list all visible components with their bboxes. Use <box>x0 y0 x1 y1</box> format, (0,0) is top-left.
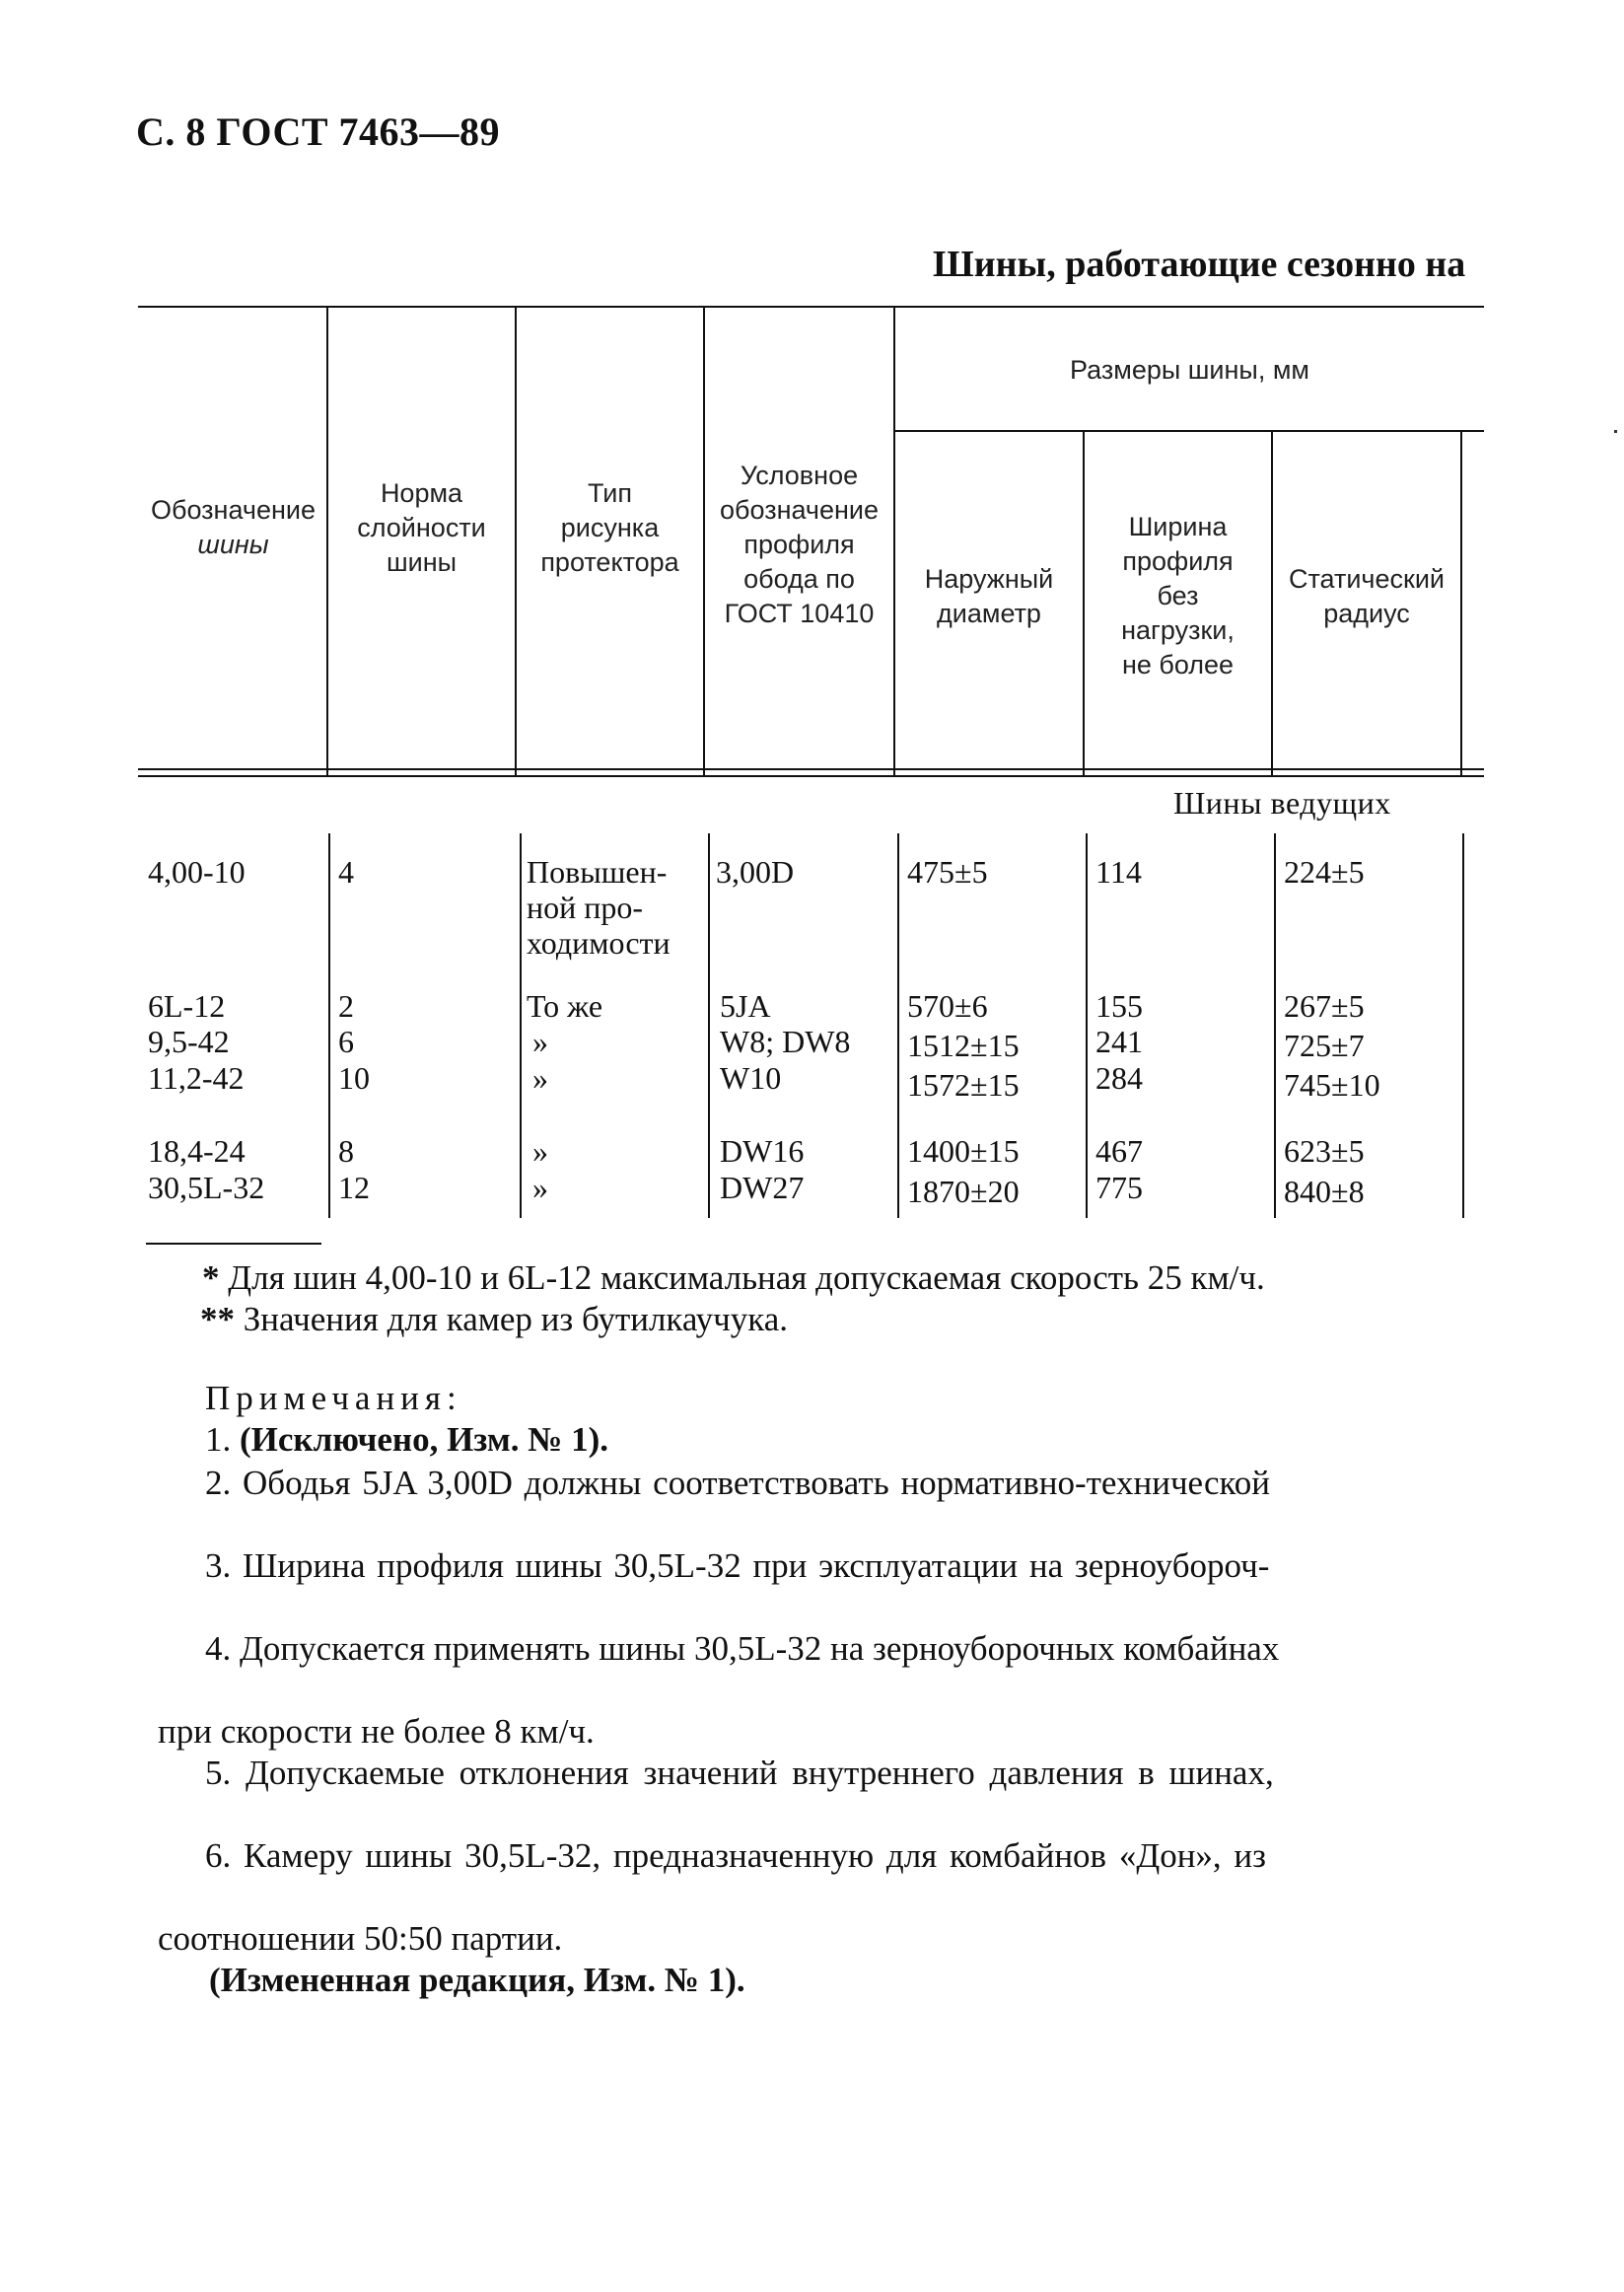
sizes-group-rule <box>893 430 1484 432</box>
cell-designation: 11,2-42 <box>148 1060 245 1096</box>
col-header-ply-rating <box>328 476 515 580</box>
body-divider <box>328 833 330 1218</box>
note-number: 1. <box>205 1420 232 1459</box>
note-text: (Исключено, Изм. № 1). <box>240 1420 609 1459</box>
header-bottom-rule-2 <box>138 775 1484 777</box>
col-header-static-radius <box>1273 562 1460 631</box>
cell-diameter: 1512±15 <box>907 1028 1020 1063</box>
footnote-rule <box>146 1243 321 1245</box>
cell-radius: 224±5 <box>1284 854 1365 890</box>
header-line: нагрузки, <box>1121 615 1235 645</box>
col-group-header-sizes: Размеры шины, мм <box>1070 355 1309 385</box>
body-divider <box>1274 833 1276 1218</box>
cell-rim: DW16 <box>720 1133 805 1169</box>
footnote-text: Для шин 4,00-10 и 6L-12 максимальная допускаемая скорость 25 км/ч. <box>228 1258 1265 1297</box>
header-divider <box>1460 430 1462 776</box>
cell-tread: » <box>532 1060 548 1096</box>
cell-rim: W10 <box>720 1060 782 1096</box>
cell-diameter: 1572±15 <box>907 1067 1020 1103</box>
note-2: 2. Ободья 5JA 3,00D должны соответствовать нормативно-технической <box>205 1464 1270 1502</box>
header-line: Условное <box>740 461 859 490</box>
header-line: ГОСТ 10410 <box>724 599 875 628</box>
cell-ply: 2 <box>338 988 354 1024</box>
footnote-1 <box>202 1258 1265 1298</box>
cell-rim: 5JA <box>720 988 771 1024</box>
section-label: Шины ведущих <box>1173 785 1391 821</box>
cell-tread: » <box>532 1170 548 1205</box>
header-line: обозначение <box>720 495 879 525</box>
cell-diameter: 1870±20 <box>907 1174 1020 1209</box>
cell-ply: 4 <box>338 854 354 890</box>
header-bottom-rule-1 <box>138 768 1484 770</box>
cell-width: 467 <box>1095 1133 1143 1169</box>
tread-line: Повышен- <box>527 854 668 890</box>
cell-width: 114 <box>1095 854 1142 890</box>
cell-diameter: 1400±15 <box>907 1133 1020 1169</box>
body-divider <box>1462 833 1464 1218</box>
note-1 <box>205 1420 608 1460</box>
cell-rim: W8; DW8 <box>720 1024 851 1059</box>
header-line: слойности <box>357 513 486 542</box>
header-line: Ширина <box>1128 512 1228 541</box>
header-line: Тип <box>587 478 632 508</box>
cell-designation: 6L-12 <box>148 988 226 1024</box>
cell-tread: » <box>532 1024 548 1059</box>
header-line: профиля <box>743 530 855 559</box>
header-line: шины <box>386 547 458 577</box>
header-line: рисунка <box>560 513 660 542</box>
note-6-continued: соотношении 50:50 партии. <box>158 1919 563 1958</box>
footnote-mark: * <box>202 1258 220 1297</box>
cell-diameter: 570±6 <box>907 988 988 1024</box>
cell-radius: 840±8 <box>1284 1174 1365 1209</box>
header-line: шины <box>197 530 269 559</box>
header-line: Норма <box>380 478 463 508</box>
tread-line: ной про- <box>527 890 644 925</box>
header-line: Обозначение <box>151 495 316 525</box>
header-line: обода по <box>743 564 855 594</box>
cell-designation: 30,5L-32 <box>148 1170 265 1205</box>
note-4-continued: при скорости не более 8 км/ч. <box>158 1712 595 1751</box>
col-header-rim-profile <box>705 459 893 631</box>
col-header-section-width <box>1085 510 1271 682</box>
cell-radius: 725±7 <box>1284 1028 1365 1063</box>
header-line: диаметр <box>937 599 1041 628</box>
scan-mark <box>1614 430 1617 433</box>
cell-rim: 3,00D <box>716 854 795 890</box>
footnote-text: Значения для камер из бутилкаучука. <box>243 1300 789 1338</box>
cell-designation: 9,5-42 <box>148 1024 230 1059</box>
cell-ply: 12 <box>338 1170 370 1205</box>
note-5: 5. Допускаемые отклонения значений внутреннего давления в шинах, <box>205 1754 1274 1792</box>
cell-ply: 10 <box>338 1060 370 1096</box>
cell-tread: » <box>532 1133 548 1169</box>
cell-radius: 623±5 <box>1284 1133 1365 1169</box>
cell-radius: 267±5 <box>1284 988 1365 1024</box>
col-header-designation <box>140 493 326 562</box>
table-title: Шины, работающие сезонно на <box>933 244 1466 285</box>
table-top-rule <box>138 306 1484 308</box>
cell-radius: 745±10 <box>1284 1067 1380 1103</box>
header-line: Статический <box>1289 564 1445 594</box>
col-header-tread-type <box>517 476 703 580</box>
cell-tread: То же <box>527 988 603 1024</box>
cell-tread <box>527 854 671 961</box>
body-divider <box>897 833 899 1218</box>
cell-ply: 6 <box>338 1024 354 1059</box>
body-divider <box>1086 833 1088 1218</box>
cell-diameter: 475±5 <box>907 854 988 890</box>
page-header: С. 8 ГОСТ 7463—89 <box>136 109 501 154</box>
note-6: 6. Камеру шины 30,5L-32, предназначенную для комбайнов «Дон», из <box>205 1836 1266 1875</box>
col-header-outer-diameter <box>895 562 1083 631</box>
amendment-note: (Измененная редакция, Изм. № 1). <box>209 1961 745 1999</box>
note-3: 3. Ширина профиля шины 30,5L-32 при эксплуатации на зерноубороч- <box>205 1546 1270 1585</box>
tread-line: ходимости <box>527 925 671 961</box>
footnote-mark: ** <box>200 1300 235 1338</box>
cell-width: 284 <box>1095 1060 1143 1096</box>
header-line: без <box>1157 581 1199 610</box>
cell-rim: DW27 <box>720 1170 805 1205</box>
header-line: не более <box>1121 650 1235 680</box>
cell-width: 775 <box>1095 1170 1143 1205</box>
body-divider <box>708 833 710 1218</box>
body-divider <box>520 833 522 1218</box>
cell-width: 241 <box>1095 1024 1143 1059</box>
cell-ply: 8 <box>338 1133 354 1169</box>
notes-heading: Примечания: <box>205 1379 462 1417</box>
header-line: Наружный <box>924 564 1054 594</box>
cell-designation: 18,4-24 <box>148 1133 246 1169</box>
cell-designation: 4,00-10 <box>148 854 246 890</box>
header-line: протектора <box>540 547 679 577</box>
footnote-2 <box>200 1300 788 1339</box>
header-line: профиля <box>1122 546 1234 576</box>
header-line: радиус <box>1323 599 1410 628</box>
note-4: 4. Допускается применять шины 30,5L-32 на зерноуборочных комбайнах <box>205 1629 1280 1668</box>
cell-width: 155 <box>1095 988 1143 1024</box>
